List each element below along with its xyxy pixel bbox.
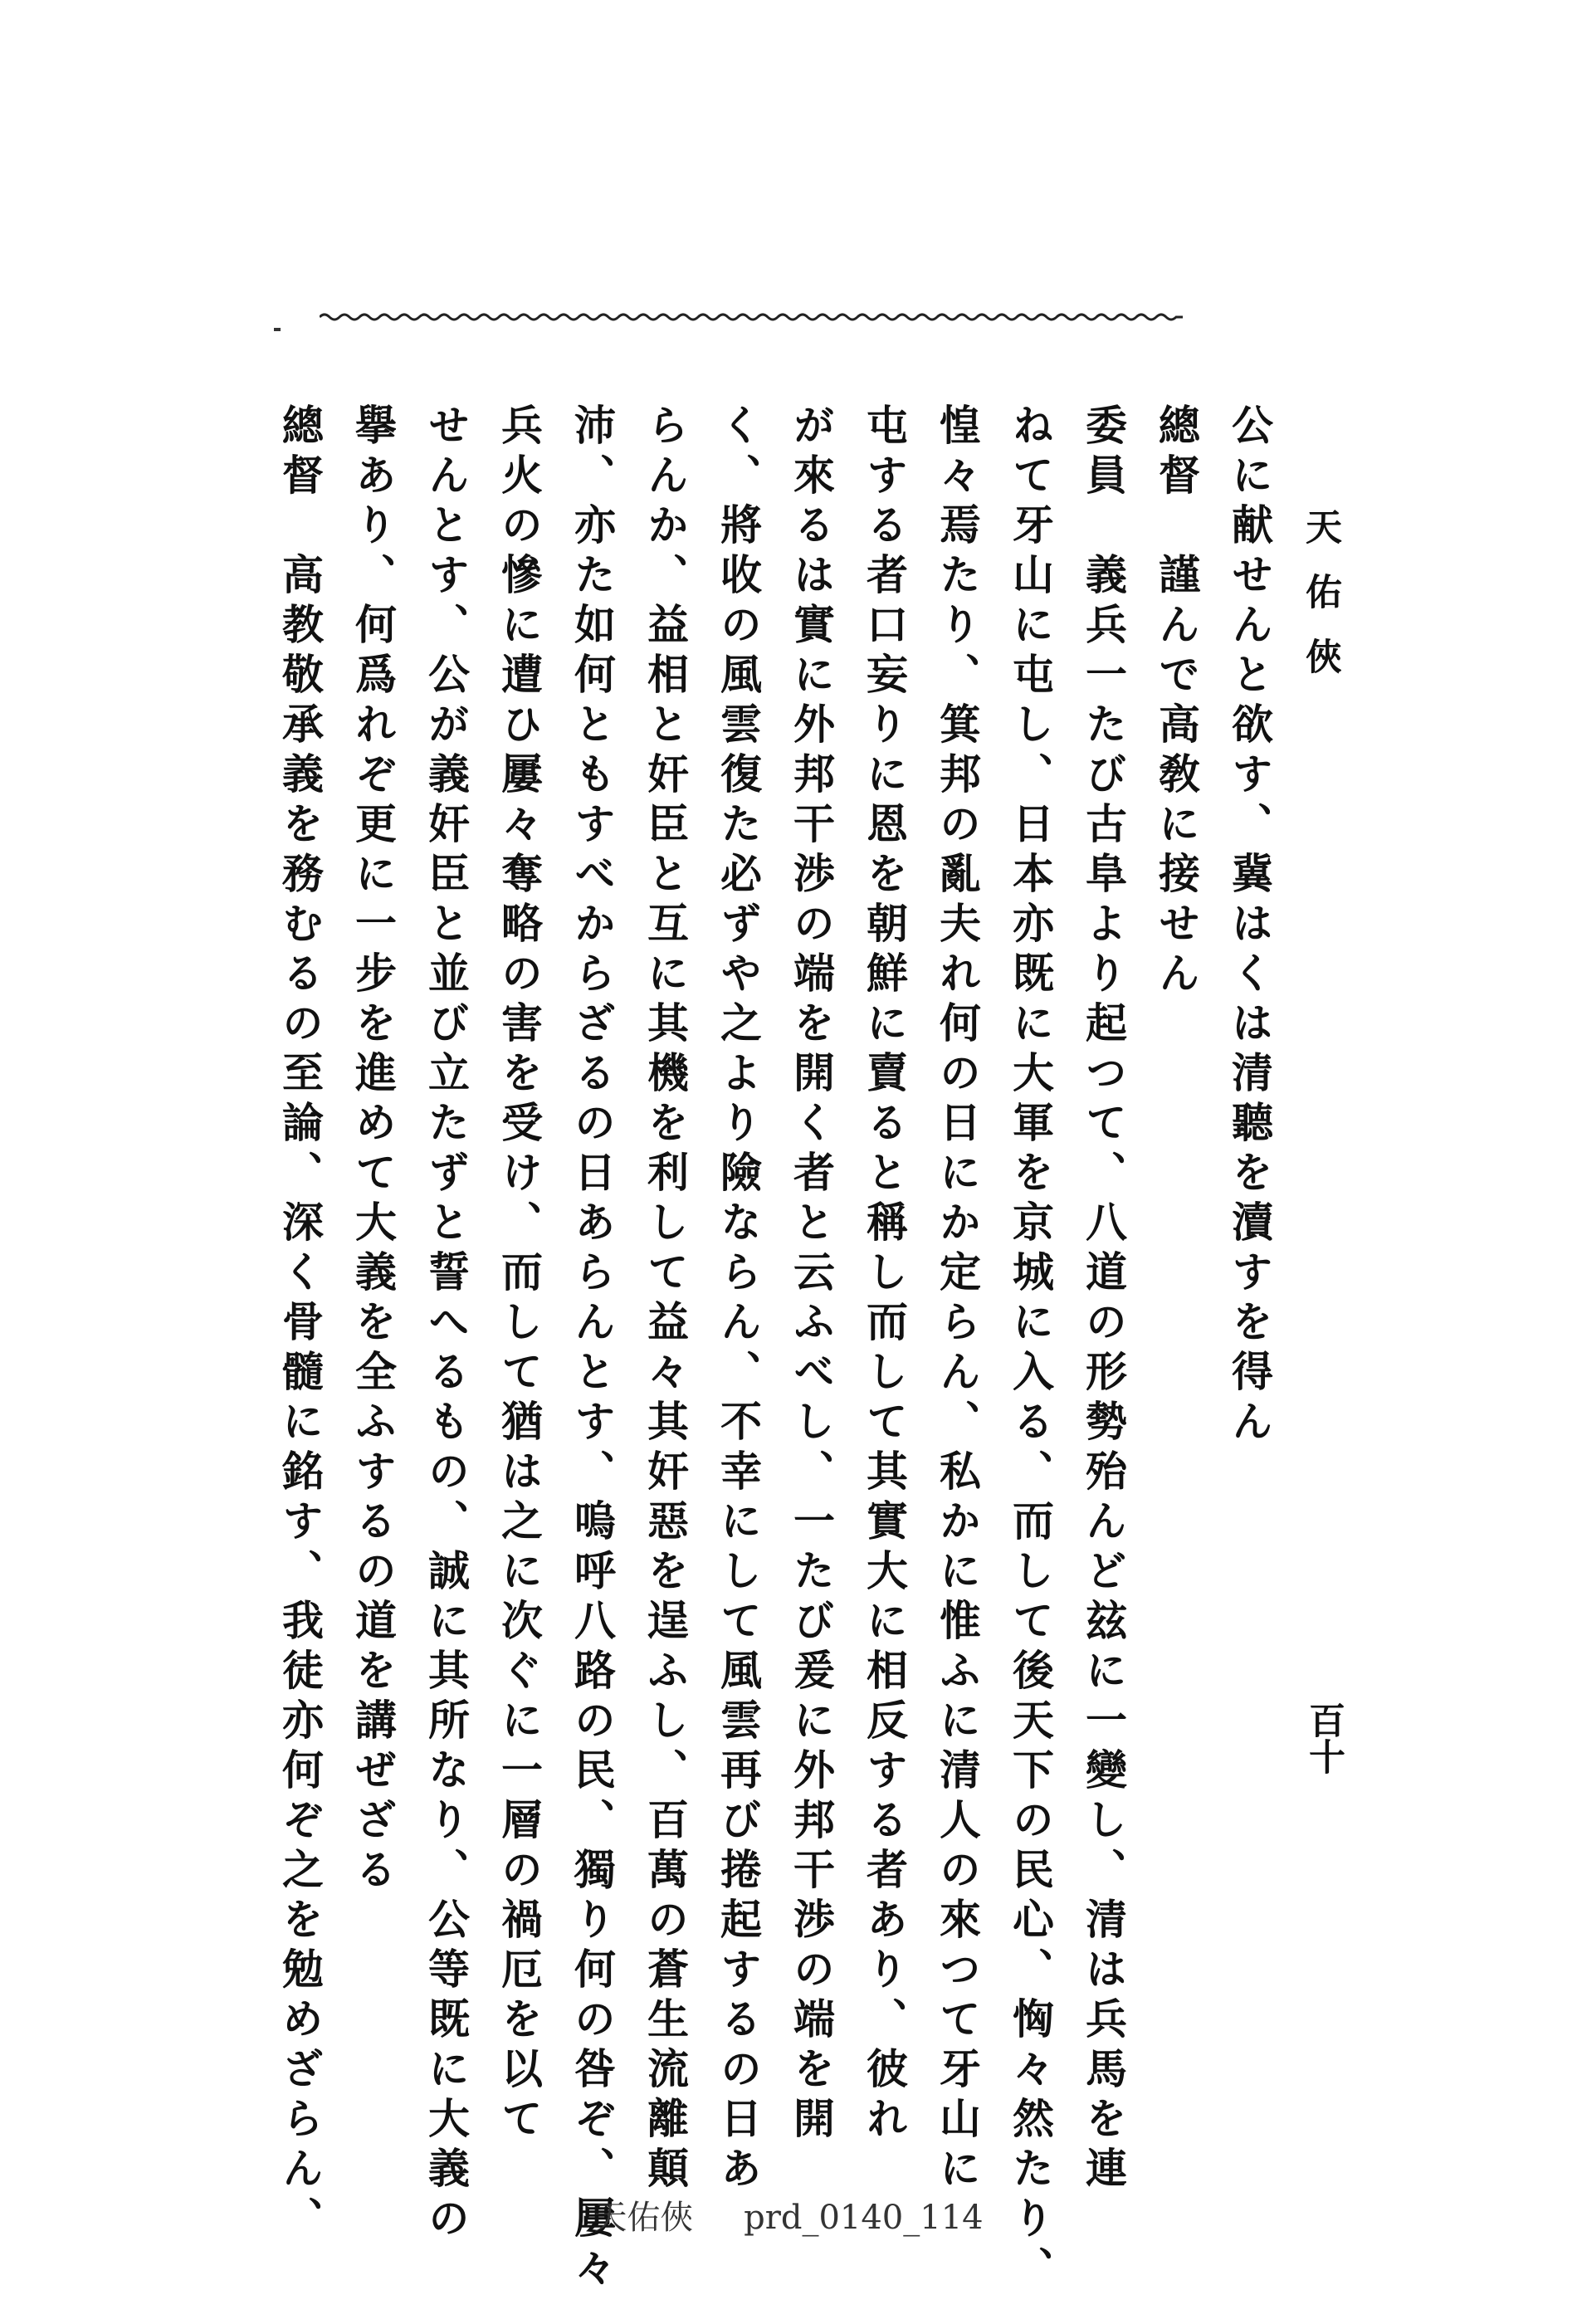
text-line: 委員 義兵一たび古阜より起つて、八道の形勢殆んど玆に一變し、清は兵馬を連 <box>1079 403 1128 2196</box>
running-head: 天佑俠 <box>1299 508 1341 702</box>
text-line: 屯する者口妄りに恩を朝鮮に賣ると稱し而して其實大に相反する者あり、彼れ <box>860 403 909 2146</box>
header-rule <box>320 310 1183 325</box>
text-line: が來るは實に外邦干渉の端を開く者と云ふべし、一たび爰に外邦干渉の端を開 <box>787 403 836 2146</box>
rule-mark <box>274 328 281 331</box>
footer-title: 天佑俠 <box>593 2199 694 2237</box>
text-line: ねて牙山に屯し、日本亦既に大軍を京城に入る、而して後天下の民心、恟々然たり、 <box>1006 403 1055 2296</box>
page-number: 百十 <box>1302 1702 1345 1775</box>
footer-code: prd_0140_114 <box>744 2199 984 2237</box>
text-line: 總督 謹んで高敎に接せん <box>1152 403 1201 1001</box>
text-line: 惶々焉たり、箕邦の亂夫れ何の日にか定らん、私かに惟ふに清人の來つて牙山に <box>933 403 982 2196</box>
text-line: 沛、亦た如何ともすべからざるの日あらんとす、嗚呼八路の民、獨り何の咎ぞ、屢々 <box>568 403 617 2296</box>
text-line: 兵火の慘に遭ひ屢々奪略の害を受け、而して猶は之に次ぐに一層の禍厄を以て <box>495 403 544 2146</box>
text-line: 公に献せんと欲す、冀はくは清聽を瀆すを得ん <box>1225 403 1274 1449</box>
text-line: く、將收の風雲復た必ずや之より險ならん、不幸にして風雲再び捲起するの日あ <box>714 403 763 2196</box>
text-line: らんか、益相と奸臣と互に其機を利して益々其奸惡を逞ふし、百萬の蒼生流離顛 <box>641 403 690 2196</box>
footer-caption <box>0 2191 1577 2239</box>
text-line: 擧あり、何爲れぞ更に一步を進めて大義を全ふするの道を講ぜざる <box>349 403 398 1897</box>
text-line: 總督 高教敬承義を務むるの至論、深く骨髓に銘す、我徒亦何ぞ之を勉めざらん、 <box>276 403 325 2246</box>
text-line: せんとす、公が義奸臣と並び立たずと誓へるもの、誠に其所なり、公等既に大義の <box>422 403 471 2246</box>
